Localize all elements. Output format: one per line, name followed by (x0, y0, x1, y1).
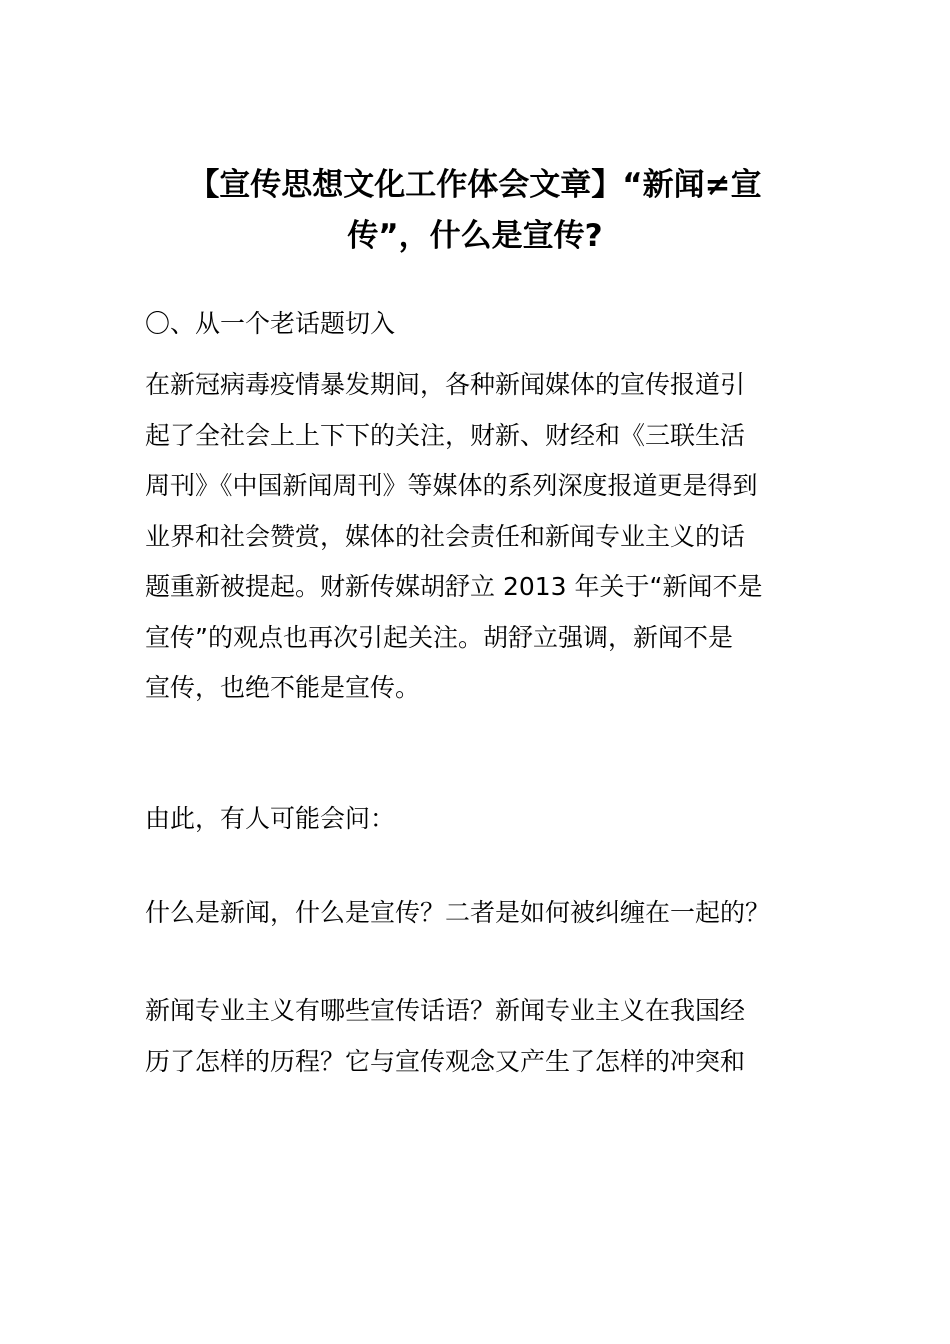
document-title (130, 160, 820, 262)
text-line: 新闻专业主义有哪些宣传话语？新闻专业主义在我国经 (145, 996, 746, 1025)
text-line: 由此，有人可能会问： (145, 804, 396, 833)
body-paragraph (145, 360, 825, 714)
title-line: 传”，什么是宣传? (347, 218, 603, 254)
body-paragraph (145, 794, 825, 845)
text-line: 什么是新闻，什么是宣传？二者是如何被纠缠在一起的？ (145, 898, 771, 927)
section-heading (145, 299, 825, 350)
body-paragraph (145, 986, 825, 1087)
title-line: 【宣传思想文化工作体会文章】“新闻≠宣 (188, 167, 762, 203)
text-line: 起了全社会上上下下的关注，财新、财经和《三联生活 (145, 420, 746, 450)
text-line: 题重新被提起。财新传媒胡舒立 2013 年关于“新闻不是 (145, 572, 763, 601)
text-line: 在新冠病毒疫情暴发期间，各种新闻媒体的宣传报道引 (145, 370, 746, 399)
text-line: 〇、从一个老话题切入 (145, 309, 396, 338)
text-line: 周刊》《中国新闻周刊》等媒体的系列深度报道更是得到 (145, 471, 758, 500)
text-line: 宣传”的观点也再次引起关注。胡舒立强调，新闻不是 (145, 622, 733, 652)
text-line: 历了怎样的历程？它与宣传观念又产生了怎样的冲突和 (145, 1046, 746, 1076)
text-line: 业界和社会赞赏，媒体的社会责任和新闻专业主义的话 (145, 521, 746, 551)
text-line: 宣传，也绝不能是宣传。 (145, 673, 421, 702)
body-paragraph (145, 888, 825, 939)
